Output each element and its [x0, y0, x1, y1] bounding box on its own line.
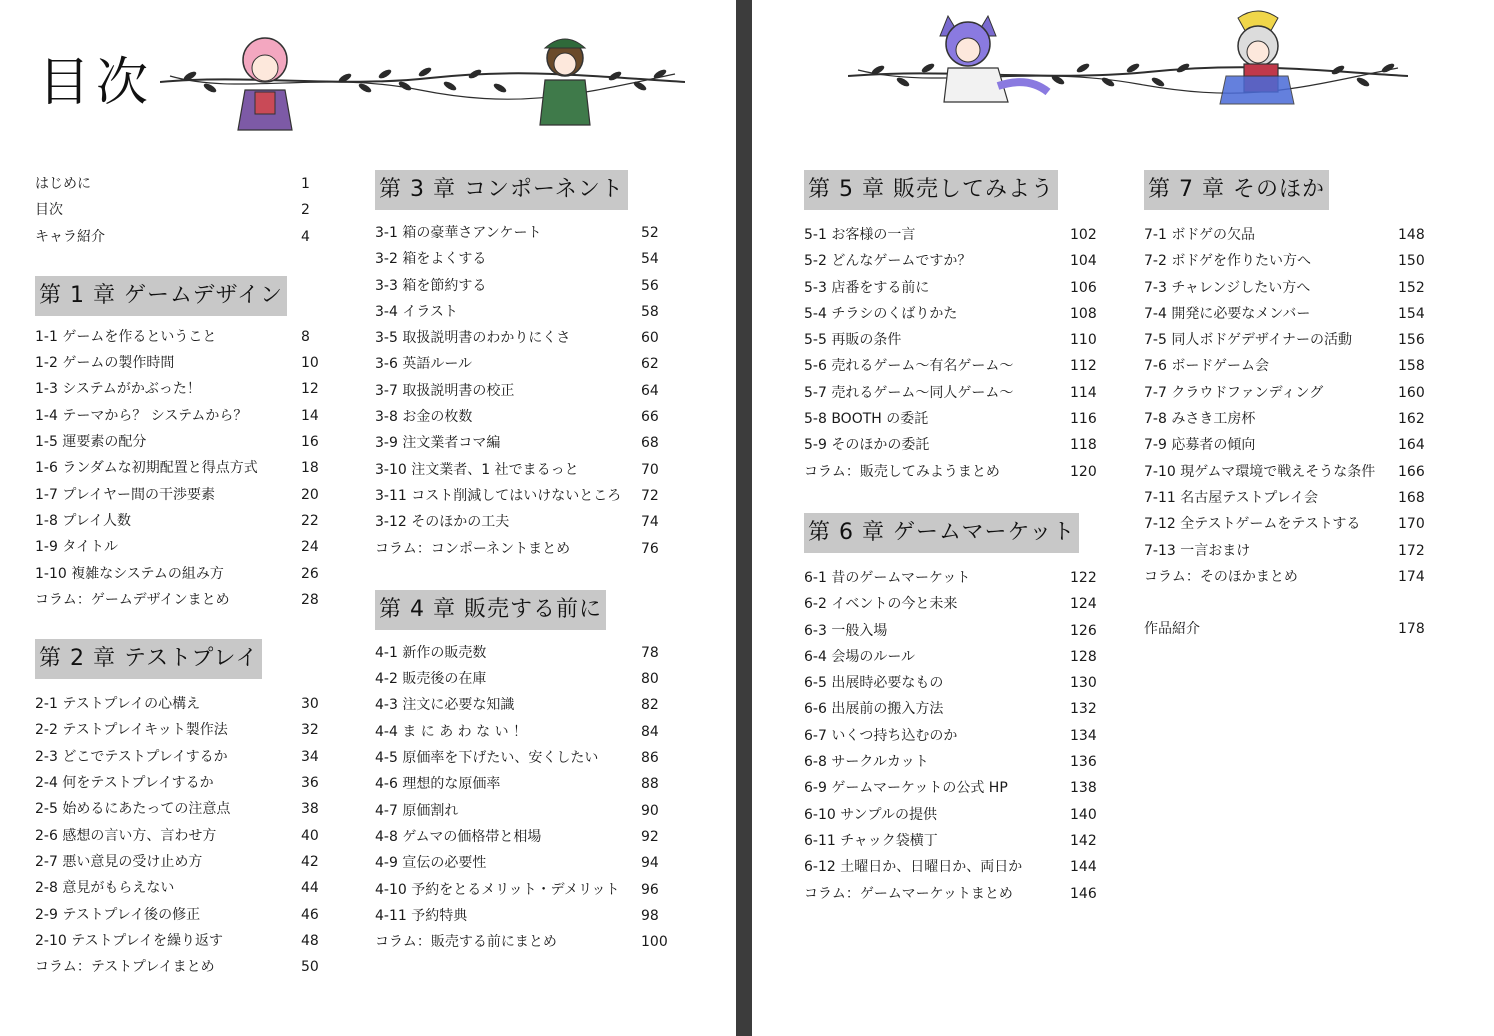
entry-label: 1-7 プレイヤー間の干渉要素 [35, 486, 216, 503]
page-number: 16 [301, 434, 319, 451]
entry-label: 6-1 昔のゲームマーケット [804, 569, 971, 586]
entry-label: 7-7 クラウドファンディング [1144, 384, 1324, 401]
entry-label: 作品紹介 [1144, 621, 1200, 638]
toc-entry[interactable] [804, 854, 1114, 880]
entry-label: 1-8 プレイ人数 [35, 512, 132, 529]
page-number: 36 [301, 775, 319, 792]
page-number: 88 [641, 776, 659, 793]
toc-entry[interactable] [35, 691, 335, 717]
toc-entry[interactable] [804, 696, 1114, 722]
page-number: 146 [1070, 885, 1097, 902]
toc-entry[interactable] [804, 644, 1114, 670]
entry-label: 3-4 イラスト [375, 303, 458, 320]
toc-entry[interactable] [1144, 380, 1454, 406]
toc-entry[interactable] [35, 376, 335, 402]
entry-label: コラム：ゲームデザインまとめ [35, 591, 230, 608]
page-number: 164 [1398, 437, 1425, 454]
toc-entry[interactable] [375, 483, 685, 509]
entry-label: 3-5 取扱説明書のわかりにくさ [375, 330, 571, 347]
toc-entry[interactable] [35, 954, 335, 980]
entry-label: 6-12 土曜日か、日曜日か、両日か [804, 859, 1023, 876]
entry-label: 7-13 一言おまけ [1144, 542, 1251, 559]
vine-ornament-left [160, 30, 685, 140]
entry-label: 7-6 ボードゲーム会 [1144, 358, 1270, 375]
toc-entry[interactable] [1144, 459, 1454, 485]
page-number: 66 [641, 409, 659, 426]
toc-entry[interactable] [1144, 432, 1454, 458]
toc-entry[interactable] [35, 823, 335, 849]
page-number: 160 [1398, 384, 1425, 401]
entry-label: 3-6 英語ルール [375, 356, 473, 373]
entry-label: 6-6 出展前の搬入方法 [804, 701, 944, 718]
toc-entry[interactable] [35, 849, 335, 875]
entry-label: 4-4 ま に あ わ な い ！ [375, 723, 528, 740]
toc-entry[interactable] [35, 350, 335, 376]
entry-label: 4-1 新作の販売数 [375, 644, 487, 661]
page-number: 68 [641, 435, 659, 452]
page-number: 118 [1070, 437, 1097, 454]
entry-label: 1-5 運要素の配分 [35, 434, 147, 451]
entry-label: 3-8 お金の枚数 [375, 409, 473, 426]
toc-entry[interactable] [375, 220, 685, 246]
toc-entry[interactable] [35, 875, 335, 901]
page-number: 126 [1070, 622, 1097, 639]
page-divider [736, 0, 752, 1036]
page-number: 96 [641, 881, 659, 898]
page-number: 98 [641, 907, 659, 924]
page-number: 92 [641, 828, 659, 845]
entry-label: 1-6 ランダムな初期配置と得点方式 [35, 460, 258, 477]
toc-entry[interactable] [375, 745, 685, 771]
entry-label: 7-8 みさき工房杯 [1144, 411, 1256, 428]
toc-entry[interactable] [35, 796, 335, 822]
toc-entry[interactable] [35, 429, 335, 455]
page-number: 138 [1070, 780, 1097, 797]
toc-column-4 [1144, 170, 1454, 642]
entry-label: コラム：販売してみようまとめ [804, 463, 1000, 480]
entry-label: 4-6 理想的な原価率 [375, 776, 501, 793]
toc-entry[interactable] [35, 224, 335, 250]
page-number: 150 [1398, 253, 1425, 270]
page-number: 170 [1398, 516, 1425, 533]
toc-entry[interactable] [804, 459, 1114, 485]
entry-label: 7-2 ボドゲを作りたい方へ [1144, 253, 1312, 270]
vine-ornament-right [848, 6, 1408, 116]
page-number: 46 [301, 906, 319, 923]
toc-entry[interactable] [35, 197, 335, 223]
page-number: 172 [1398, 542, 1425, 559]
page-number: 26 [301, 565, 319, 582]
entry-label: 7-1 ボドゲの欠品 [1144, 227, 1256, 243]
entry-label: 5-1 お客様の一言 [804, 227, 916, 243]
chapter-heading-text: 第 3 章 コンポーネント [375, 170, 628, 210]
entry-label: 3-11 コスト削減してはいけないところ [375, 487, 622, 504]
chapter-heading-text: 第 1 章 ゲームデザイン [35, 276, 287, 316]
page-number: 140 [1070, 806, 1097, 823]
toc-entry[interactable] [1144, 564, 1454, 590]
toc-entry[interactable] [35, 717, 335, 743]
toc-entry[interactable] [804, 775, 1114, 801]
toc-entry[interactable] [804, 881, 1114, 907]
toc-entry[interactable] [1144, 248, 1454, 274]
page-number: 152 [1398, 279, 1425, 296]
entry-label: 3-7 取扱説明書の校正 [375, 382, 515, 399]
toc-entry[interactable] [375, 430, 685, 456]
entry-label: 3-3 箱を節約する [375, 277, 487, 294]
entry-label: 7-12 全テストゲームをテストする [1144, 516, 1361, 533]
toc-entry[interactable] [375, 771, 685, 797]
entry-label: 6-5 出展時必要なもの [804, 675, 944, 692]
toc-entry[interactable] [375, 692, 685, 718]
page-number: 70 [641, 461, 659, 478]
toc-entry[interactable] [375, 640, 685, 666]
page-number: 24 [301, 539, 319, 556]
page-number: 50 [301, 959, 319, 976]
entry-label: 2-2 テストプレイキット製作法 [35, 722, 228, 739]
page-number: 166 [1398, 463, 1425, 480]
page-number: 48 [301, 932, 319, 949]
entry-label: 5-3 店番をする前に [804, 279, 930, 296]
toc-entry[interactable] [375, 457, 685, 483]
entry-label: 5-8 BOOTH の委託 [804, 411, 929, 428]
entry-label: 4-7 原価割れ [375, 802, 459, 819]
entry-label: 4-8 ゲムマの価格帯と相場 [375, 828, 542, 845]
page-number: 64 [641, 382, 659, 399]
toc-entry[interactable] [375, 877, 685, 903]
toc-entry[interactable] [804, 802, 1114, 828]
toc-entry[interactable] [375, 325, 685, 351]
entry-label: コラム：テストプレイまとめ [35, 959, 215, 976]
toc-entry[interactable] [804, 618, 1114, 644]
entry-label: 2-10 テストプレイを繰り返す [35, 932, 223, 949]
entry-label: 6-3 一般入場 [804, 622, 888, 639]
entry-label: 4-5 原価率を下げたい、安くしたい [375, 750, 599, 767]
entry-label: 5-4 チラシのくばりかた [804, 305, 958, 322]
entry-label: 2-6 感想の言い方、言わせ方 [35, 827, 217, 844]
page-number: 58 [641, 303, 659, 320]
page-number: 80 [641, 671, 659, 688]
page-number: 72 [641, 487, 659, 504]
entry-label: 1-10 複雑なシステムの組み方 [35, 565, 224, 582]
page-number: 144 [1070, 859, 1097, 876]
toc-entry[interactable] [804, 275, 1114, 301]
toc-entry[interactable] [804, 222, 1114, 248]
toc-entry[interactable] [1144, 485, 1454, 511]
toc-entry[interactable] [375, 824, 685, 850]
page-number: 142 [1070, 832, 1097, 849]
page-number: 130 [1070, 675, 1097, 692]
page-title: 目次 [38, 53, 155, 113]
entry-label: 2-3 どこでテストプレイするか [35, 748, 228, 765]
page-number: 30 [301, 696, 319, 713]
entry-label: 5-5 再販の条件 [804, 332, 902, 349]
chapter-heading [1144, 170, 1454, 210]
entry-label: 7-3 チャレンジしたい方へ [1144, 279, 1311, 296]
entry-label: 6-8 サークルカット [804, 754, 929, 771]
toc-entry[interactable] [1144, 275, 1454, 301]
chapter-heading-text: 第 5 章 販売してみよう [804, 170, 1058, 210]
page-number: 38 [301, 801, 319, 818]
page-number: 10 [301, 355, 319, 372]
toc-entry[interactable] [375, 351, 685, 377]
page-number: 94 [641, 855, 659, 872]
entry-label: 4-9 宣伝の必要性 [375, 855, 487, 872]
toc-entry[interactable] [804, 828, 1114, 854]
chapter-heading-text: 第 4 章 販売する前に [375, 590, 606, 630]
entry-label: 7-9 応募者の傾向 [1144, 437, 1256, 454]
chapter-heading-text: 第 6 章 ゲームマーケット [804, 513, 1079, 553]
entry-label: 2-1 テストプレイの心構え [35, 696, 201, 713]
toc-entry[interactable] [375, 903, 685, 929]
page-number: 8 [301, 328, 310, 345]
page-number: 2 [301, 202, 310, 219]
entry-label: 6-7 いくつ持ち込むのか [804, 727, 958, 744]
toc-entry[interactable] [375, 378, 685, 404]
entry-label: 3-12 そのほかの工夫 [375, 514, 510, 531]
toc-entry[interactable] [35, 403, 335, 429]
page-number: 100 [641, 934, 668, 951]
toc-entry[interactable] [35, 482, 335, 508]
toc-entry[interactable] [804, 670, 1114, 696]
toc-entry[interactable] [1144, 406, 1454, 432]
page-number: 178 [1398, 621, 1425, 638]
page-number: 116 [1070, 411, 1097, 428]
entry-label: 1-2 ゲームの製作時間 [35, 355, 175, 372]
page-number: 74 [641, 514, 659, 531]
entry-label: 4-11 予約特典 [375, 907, 468, 924]
toc-entry[interactable] [375, 798, 685, 824]
toc-entry[interactable] [35, 928, 335, 954]
toc-entry[interactable] [375, 666, 685, 692]
toc-entry[interactable] [35, 171, 335, 197]
toc-entry[interactable] [1144, 538, 1454, 564]
page-number: 52 [641, 225, 659, 241]
toc-column-1 [35, 171, 335, 980]
page-number: 122 [1070, 569, 1097, 586]
entry-label: 6-10 サンプルの提供 [804, 806, 937, 823]
entry-label: コラム：販売する前にまとめ [375, 934, 557, 951]
page-number: 22 [301, 512, 319, 529]
entry-label: 6-11 チャック袋横丁 [804, 832, 938, 849]
chapter-heading [35, 639, 335, 679]
page-number: 174 [1398, 568, 1425, 585]
page-number: 112 [1070, 358, 1097, 375]
toc-entry[interactable] [804, 353, 1114, 379]
page-number: 1 [301, 176, 310, 192]
toc-entry[interactable] [375, 536, 685, 562]
entry-label: 5-6 売れるゲーム～有名ゲーム～ [804, 358, 1014, 375]
toc-entry[interactable] [804, 406, 1114, 432]
page-number: 102 [1070, 227, 1097, 243]
page-number: 56 [641, 277, 659, 294]
toc-entry[interactable] [35, 508, 335, 534]
page-number: 90 [641, 802, 659, 819]
toc-entry[interactable] [804, 380, 1114, 406]
toc-entry[interactable] [804, 591, 1114, 617]
entry-label: 6-4 会場のルール [804, 648, 916, 665]
toc-entry[interactable] [375, 299, 685, 325]
entry-label: コラム：ゲームマーケットまとめ [804, 885, 1013, 902]
entry-label: 4-3 注文に必要な知識 [375, 697, 515, 714]
page-number: 158 [1398, 358, 1425, 375]
entry-label: 1-9 タイトル [35, 539, 119, 556]
toc-entry[interactable] [375, 719, 685, 745]
page-number: 12 [301, 381, 319, 398]
toc-entry[interactable] [804, 327, 1114, 353]
chapter-heading-text: 第 2 章 テストプレイ [35, 639, 262, 679]
entry-label: はじめに [35, 176, 91, 192]
toc-entry[interactable] [375, 404, 685, 430]
entry-label: 3-1 箱の豪華さアンケート [375, 225, 542, 241]
entry-label: 2-7 悪い意見の受け止め方 [35, 853, 203, 870]
entry-label: 1-1 ゲームを作るということ [35, 328, 217, 345]
toc-entry[interactable] [1144, 301, 1454, 327]
toc-entry[interactable] [804, 749, 1114, 775]
page-number: 156 [1398, 332, 1425, 349]
page-number: 114 [1070, 384, 1097, 401]
entry-label: 1-4 テーマから？ システムから？ [35, 407, 248, 424]
entry-label: 2-8 意見がもらえない [35, 880, 175, 897]
toc-entry[interactable] [35, 455, 335, 481]
toc-column-3 [804, 170, 1114, 907]
toc-entry[interactable] [375, 850, 685, 876]
page-number: 42 [301, 853, 319, 870]
page-number: 20 [301, 486, 319, 503]
entry-label: コラム：そのほかまとめ [1144, 568, 1298, 585]
chapter-heading [375, 590, 685, 630]
page-number: 40 [301, 827, 319, 844]
right-page [752, 0, 1494, 1036]
page-number: 76 [641, 540, 659, 557]
page-number: 82 [641, 697, 659, 714]
entry-label: 7-10 現ゲムマ環境で戦えそうな条件 [1144, 463, 1376, 480]
page-number: 168 [1398, 489, 1425, 506]
page-number: 28 [301, 591, 319, 608]
entry-label: 3-2 箱をよくする [375, 251, 487, 268]
toc-entry[interactable] [35, 561, 335, 587]
page-number: 60 [641, 330, 659, 347]
toc-entry[interactable] [35, 534, 335, 560]
entry-label: 5-9 そのほかの委託 [804, 437, 930, 454]
page-number: 148 [1398, 227, 1425, 243]
chapter-heading [804, 170, 1114, 210]
toc-entry[interactable] [35, 324, 335, 350]
entry-label: コラム：コンポーネントまとめ [375, 540, 571, 557]
entry-label: 6-9 ゲームマーケットの公式 HP [804, 780, 1008, 797]
entry-label: 2-4 何をテストプレイするか [35, 775, 214, 792]
page-number: 120 [1070, 463, 1097, 480]
left-page [0, 0, 736, 1036]
page-number: 136 [1070, 754, 1097, 771]
entry-label: 5-2 どんなゲームですか？ [804, 253, 972, 270]
toc-entry[interactable] [804, 432, 1114, 458]
page-number: 132 [1070, 701, 1097, 718]
page-number: 14 [301, 407, 319, 424]
entry-label: 7-4 開発に必要なメンバー [1144, 305, 1311, 322]
chapter-heading [35, 276, 335, 316]
entry-label: 6-2 イベントの今と未来 [804, 596, 958, 613]
page-number: 86 [641, 750, 659, 767]
entry-label: 4-2 販売後の在庫 [375, 671, 487, 688]
page-number: 110 [1070, 332, 1097, 349]
entry-label: 2-9 テストプレイ後の修正 [35, 906, 201, 923]
toc-entry[interactable] [35, 587, 335, 613]
entry-label: 4-10 予約をとるメリット・デメリット [375, 881, 620, 898]
toc-entry[interactable] [804, 248, 1114, 274]
entry-label: 3-10 注文業者、1 社でまるっと [375, 461, 579, 478]
entry-label: 2-5 始めるにあたっての注意点 [35, 801, 231, 818]
chapter-heading-text: 第 7 章 そのほか [1144, 170, 1329, 210]
page-number: 108 [1070, 305, 1097, 322]
toc-entry[interactable] [375, 929, 685, 955]
page-number: 32 [301, 722, 319, 739]
entry-label: 3-9 注文業者コマ編 [375, 435, 501, 452]
chapter-heading [804, 513, 1114, 553]
chapter-heading [375, 170, 685, 210]
toc-entry[interactable] [375, 273, 685, 299]
page-number: 4 [301, 228, 310, 245]
toc-entry[interactable] [804, 565, 1114, 591]
toc-entry-back-matter[interactable] [1144, 616, 1454, 642]
entry-label: 7-11 名古屋テストプレイ会 [1144, 489, 1318, 506]
toc-entry[interactable] [1144, 222, 1454, 248]
entry-label: 7-5 同人ボドゲデザイナーの活動 [1144, 332, 1353, 349]
toc-column-2 [375, 170, 685, 955]
toc-entry[interactable] [35, 744, 335, 770]
toc-entry[interactable] [804, 723, 1114, 749]
page-number: 128 [1070, 648, 1097, 665]
page-number: 106 [1070, 279, 1097, 296]
toc-entry[interactable] [375, 509, 685, 535]
page-number: 18 [301, 460, 319, 477]
entry-label: 目次 [35, 202, 63, 219]
page-number: 134 [1070, 727, 1097, 744]
page-number: 104 [1070, 253, 1097, 270]
toc-entry[interactable] [35, 902, 335, 928]
page-number: 84 [641, 723, 659, 740]
toc-entry[interactable] [1144, 327, 1454, 353]
page-number: 78 [641, 644, 659, 661]
entry-label: 1-3 システムがかぶった！ [35, 381, 201, 398]
page-number: 62 [641, 356, 659, 373]
entry-label: キャラ紹介 [35, 228, 105, 245]
page-number: 54 [641, 251, 659, 268]
toc-entry[interactable] [35, 770, 335, 796]
entry-label: 5-7 売れるゲーム～同人ゲーム～ [804, 384, 1014, 401]
toc-entry[interactable] [1144, 511, 1454, 537]
page-number: 44 [301, 880, 319, 897]
page-number: 154 [1398, 305, 1425, 322]
toc-entry[interactable] [375, 246, 685, 272]
toc-entry[interactable] [1144, 353, 1454, 379]
page-number: 162 [1398, 411, 1425, 428]
toc-entry[interactable] [804, 301, 1114, 327]
page-number: 124 [1070, 596, 1097, 613]
page-number: 34 [301, 748, 319, 765]
